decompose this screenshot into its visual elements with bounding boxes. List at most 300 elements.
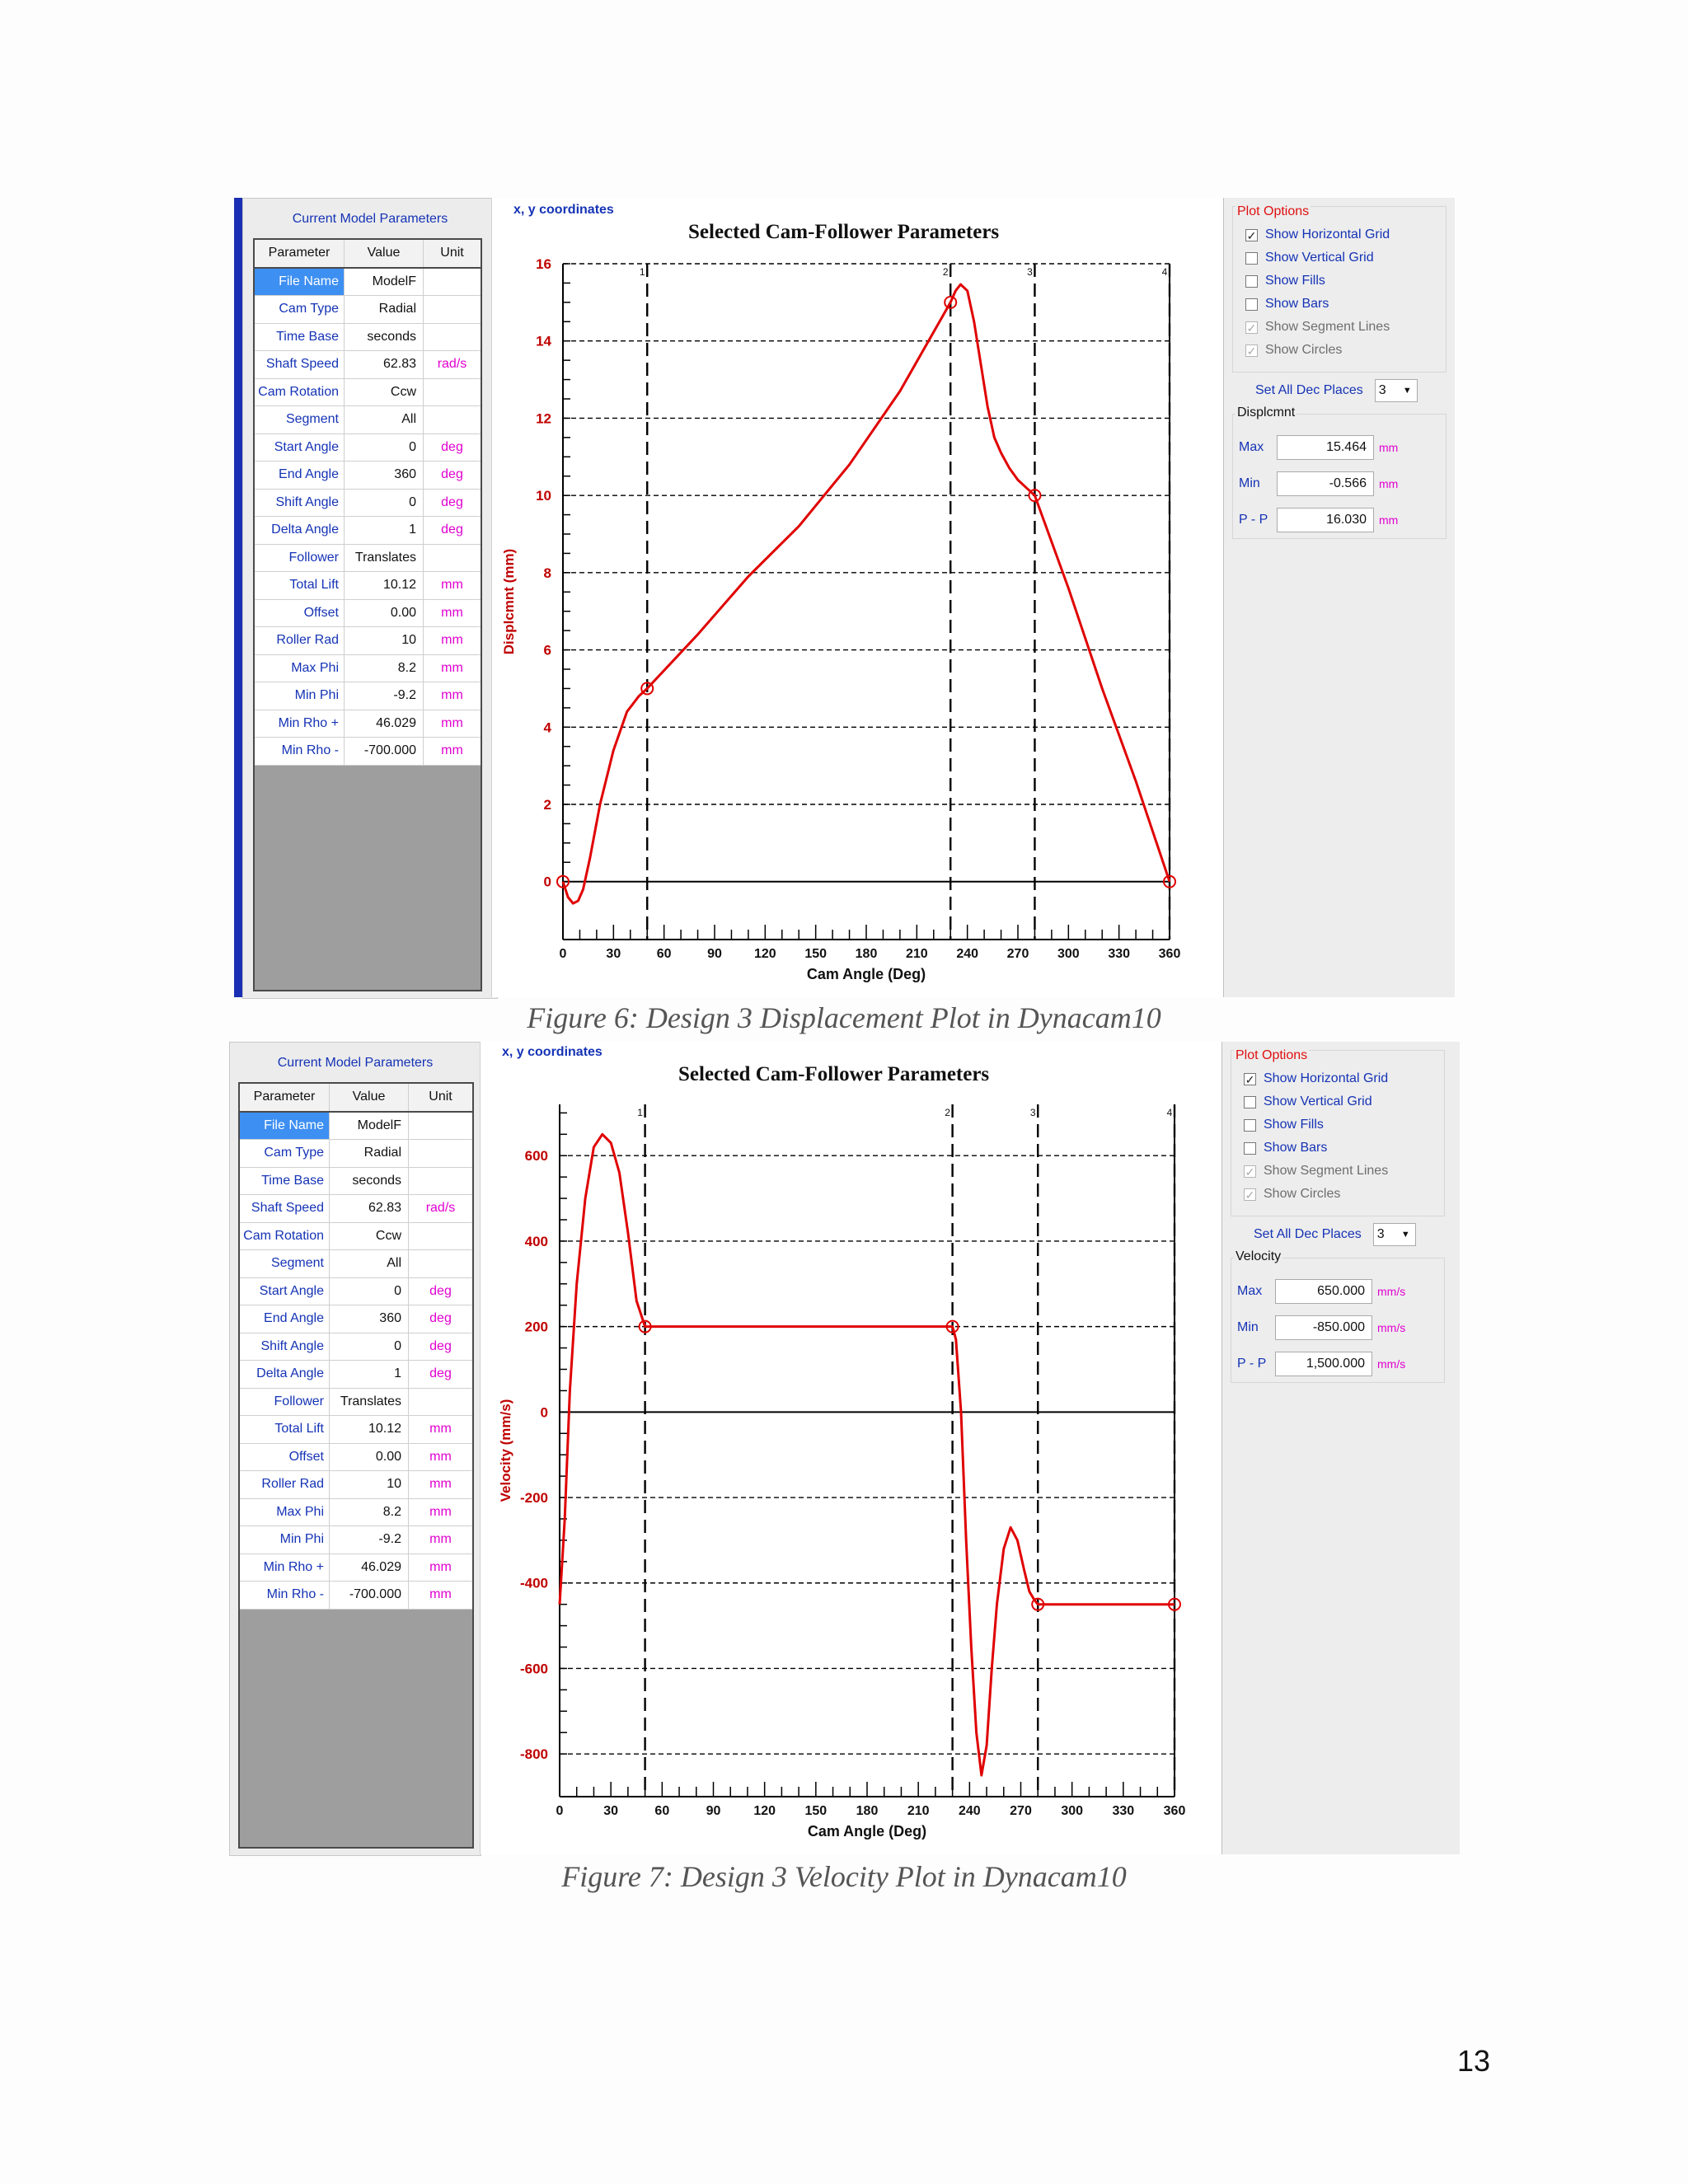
column-header: Parameter [240,1084,330,1111]
table-row[interactable] [255,545,481,573]
x-tick-label: 60 [656,947,672,961]
stat-unit: mm [1379,513,1399,527]
table-row[interactable] [240,1168,472,1196]
checkbox-box[interactable] [1244,1142,1256,1155]
param-unit [409,1223,472,1250]
param-value: 0 [345,490,424,517]
segment-label: 1 [639,266,645,278]
param-name: Follower [240,1389,330,1416]
param-name: Segment [255,406,345,434]
chevron-down-icon: ▼ [1400,1230,1410,1240]
param-value: 8.2 [345,655,424,682]
param-unit: mm [441,743,463,757]
param-unit: mm [429,1559,452,1574]
x-axis-label: Cam Angle (Deg) [807,1823,927,1840]
table-row[interactable] [255,351,481,379]
checkbox-box[interactable]: ✓ [1246,344,1257,358]
stats-group-title: Velocity [1236,1249,1282,1263]
param-unit: deg [441,439,463,454]
param-name: Follower [255,545,345,572]
param-unit [424,269,481,296]
param-unit: deg [441,494,463,509]
checkbox-show-bars[interactable] [1244,1141,1327,1155]
checkbox-label: Show Circles [1265,343,1343,357]
checkbox-show-circles[interactable] [1244,1187,1340,1202]
x-tick-label: 210 [907,1804,930,1818]
segment-label: 4 [1166,1107,1173,1118]
dec-places-value: 3 [1376,1227,1385,1241]
param-value: -9.2 [330,1526,409,1554]
y-tick-label: 6 [543,642,551,658]
table-row[interactable] [240,1582,472,1610]
stat-unit: mm [1379,477,1399,490]
column-header: Unit [440,246,464,260]
table-row[interactable] [240,1333,472,1361]
checkbox-label: Show Vertical Grid [1264,1094,1372,1108]
x-tick-label: 120 [753,1804,776,1818]
segment-label: 2 [945,1107,950,1118]
param-unit [424,379,481,406]
stat-value-field[interactable]: 650.000 [1275,1279,1372,1304]
stat-pp [1237,1352,1405,1376]
table-header [255,240,481,269]
figure-6-screenshot [234,198,1454,997]
y-tick-label: 12 [536,410,551,427]
param-name: Roller Rad [240,1471,330,1498]
param-unit: deg [441,467,463,481]
param-name: End Angle [255,462,345,489]
x-tick-label: 60 [654,1804,670,1818]
x-axis-label: Cam Angle (Deg) [806,966,926,982]
checkbox-show-vertical-grid[interactable] [1245,251,1374,265]
checkbox-label: Show Vertical Grid [1265,251,1374,265]
param-value: 0 [330,1278,409,1305]
param-value: 360 [345,462,424,489]
figure-7-caption: Figure 7: Design 3 Velocity Plot in Dynacam10 [561,1860,1127,1893]
checkbox-box[interactable] [1244,1119,1256,1132]
checkbox-label: Show Bars [1264,1141,1328,1155]
table-row[interactable] [255,682,481,710]
series-line [563,284,1170,903]
y-tick-label: -200 [519,1490,548,1507]
plot-title: Selected Cam-Follower Parameters [688,221,1000,243]
table-row[interactable] [240,1416,472,1444]
segment-label: 3 [1027,266,1033,278]
checkbox-label: Show Horizontal Grid [1264,1071,1389,1085]
x-tick-label: 180 [856,1804,879,1818]
table-row[interactable] [255,627,481,655]
param-name: Max Phi [240,1499,330,1526]
column-header: Value [345,240,424,267]
checkbox-box[interactable]: ✓ [1245,1165,1255,1179]
checkbox-box[interactable] [1245,298,1258,311]
y-tick-label: 0 [540,1404,548,1421]
checkbox-box[interactable]: ✓ [1245,1072,1255,1086]
y-tick-label: 16 [536,256,551,272]
segment-label: 4 [1161,266,1168,278]
dec-places-value: 3 [1378,383,1386,397]
param-name: File Name [240,1113,330,1140]
checkbox-box[interactable] [1244,1096,1256,1108]
param-name: Max Phi [255,655,345,682]
param-name: Offset [255,600,345,627]
plot-area [480,1042,1223,1854]
param-unit [424,406,481,434]
param-name: Shaft Speed [240,1195,330,1222]
param-unit: mm [429,1422,452,1436]
param-unit: mm [441,688,463,702]
y-tick-label: 8 [543,565,551,581]
param-value: Radial [330,1140,409,1167]
param-name: Min Phi [255,682,345,710]
table-row[interactable] [240,1278,472,1306]
table-row[interactable] [255,462,481,490]
checkbox-label: Show Bars [1265,297,1329,311]
checkbox-show-fills[interactable] [1244,1118,1324,1132]
param-unit: mm [441,578,463,592]
table-row[interactable] [240,1389,472,1417]
checkbox-show-segment-lines[interactable] [1244,1164,1388,1179]
param-unit: mm [429,1477,452,1491]
param-name: Cam Rotation [240,1223,330,1250]
param-name: Min Rho + [240,1554,330,1582]
param-value: 0.00 [330,1444,409,1471]
param-unit [409,1113,472,1140]
params-table [253,238,482,991]
stat-value-field[interactable]: -850.000 [1275,1315,1372,1340]
x-tick-label: 360 [1163,1804,1186,1818]
y-tick-label: 4 [543,719,551,736]
param-unit: mm [441,605,463,620]
table-row[interactable] [255,600,481,628]
checkbox-show-bars[interactable] [1245,297,1329,312]
velocity-chart [481,1042,1222,1854]
param-value: 62.83 [330,1195,409,1222]
stat-label: Min [1237,1320,1259,1334]
checkbox-show-horizontal-grid[interactable] [1244,1071,1388,1086]
param-unit: mm [441,715,463,730]
y-tick-label: 600 [524,1148,548,1165]
param-unit: deg [429,1366,452,1380]
x-tick-label: 240 [956,947,979,961]
chevron-down-icon: ▼ [1402,386,1412,396]
segment-label: 3 [1029,1107,1036,1118]
param-name: Cam Rotation [255,379,345,406]
param-value: All [345,406,424,434]
stat-pp [1239,508,1398,532]
param-value: 1 [330,1361,409,1388]
param-value: 0.00 [345,600,424,627]
plot-options-title: Plot Options [1236,1048,1308,1062]
param-unit [424,545,481,572]
table-row[interactable] [240,1250,472,1278]
param-value: Ccw [330,1223,409,1250]
x-tick-label: 30 [603,1804,619,1818]
dec-places-label: Set All Dec Places [1255,383,1363,397]
param-unit [424,296,481,323]
param-value: All [330,1250,409,1277]
column-header: Unit [429,1090,452,1104]
figure-7-screenshot [229,1042,1459,1854]
x-tick-label: 0 [556,1804,564,1818]
params-panel [242,198,498,999]
params-title: Current Model Parameters [292,212,448,226]
plot-options-panel [1223,198,1455,997]
x-tick-label: 210 [905,947,928,961]
param-value: 62.83 [345,351,424,378]
checkbox-box[interactable] [1245,275,1258,288]
param-name: Cam Type [255,296,345,323]
param-value: -9.2 [345,682,424,710]
series-line [560,1134,1175,1775]
checkbox-label: Show Fills [1264,1118,1324,1132]
table-row[interactable] [240,1471,472,1499]
xy-coordinates-label: x, y coordinates [513,203,614,217]
param-value: ModelF [345,269,424,296]
y-tick-label: 400 [524,1233,548,1249]
param-name: Shift Angle [255,490,345,517]
checkbox-box[interactable]: ✓ [1246,321,1257,335]
param-value: ModelF [330,1113,409,1140]
param-name: Min Phi [240,1526,330,1554]
param-unit: mm [429,1587,452,1601]
param-value: 8.2 [330,1499,409,1526]
param-value: Translates [330,1389,409,1416]
param-unit [409,1250,472,1277]
checkbox-show-vertical-grid[interactable] [1244,1094,1372,1109]
stat-label: Max [1239,440,1264,454]
param-unit: mm [429,1504,452,1519]
param-name: Roller Rad [255,627,345,654]
table-row[interactable] [255,269,481,297]
table-row[interactable] [240,1195,472,1223]
checkbox-label: Show Circles [1264,1187,1341,1201]
param-unit: rad/s [425,1201,456,1215]
x-tick-label: 270 [1006,947,1029,961]
param-value: 46.029 [345,710,424,738]
param-name: Cam Type [240,1140,330,1167]
x-tick-label: 0 [559,947,567,961]
param-name: Time Base [255,324,345,351]
table-row[interactable] [255,655,481,683]
param-unit: rad/s [437,357,467,371]
param-unit: deg [441,523,463,537]
table-row[interactable] [240,1554,472,1582]
table-row[interactable] [240,1305,472,1333]
param-name: End Angle [240,1305,330,1333]
y-tick-label: -800 [519,1746,548,1763]
checkbox-label: Show Horizontal Grid [1265,227,1390,241]
param-unit: deg [429,1338,452,1353]
checkbox-box[interactable]: ✓ [1245,1188,1255,1202]
param-value: 0 [345,434,424,462]
param-unit: mm [429,1449,452,1464]
param-unit: deg [429,1311,452,1325]
stat-label: Max [1237,1284,1263,1298]
dec-places-select[interactable] [1375,379,1418,402]
param-value: seconds [345,324,424,351]
table-row[interactable] [255,738,481,766]
plot-title: Selected Cam-Follower Parameters [678,1063,990,1085]
param-name: Min Rho - [255,738,345,765]
stat-label: Min [1239,476,1260,490]
table-row[interactable] [240,1361,472,1389]
param-name: Start Angle [240,1278,330,1305]
column-header: Value [330,1084,409,1111]
stat-unit: mm/s [1377,1285,1406,1298]
y-tick-label: -400 [519,1575,548,1591]
column-header: Parameter [255,240,345,267]
stat-min [1237,1315,1405,1340]
plot-options-title: Plot Options [1237,204,1310,218]
table-header [240,1084,472,1113]
table-row[interactable] [240,1444,472,1472]
plot-area [491,198,1225,997]
x-tick-label: 90 [707,947,722,961]
y-tick-label: 2 [543,797,551,813]
stat-label: P - P [1237,1357,1267,1371]
param-value: 10.12 [330,1416,409,1443]
checkbox-label: Show Fills [1265,274,1325,288]
param-value: 10 [330,1471,409,1498]
y-axis-label: Displcmnt (mm) [501,548,517,655]
table-row[interactable] [255,379,481,407]
checkbox-box[interactable] [1245,252,1258,265]
plot-options-panel [1221,1042,1460,1854]
param-name: File Name [255,269,345,296]
param-value: 0 [330,1333,409,1361]
x-tick-label: 120 [753,947,776,961]
table-row[interactable] [240,1113,472,1141]
checkbox-show-horizontal-grid[interactable] [1245,227,1390,242]
param-name: Segment [240,1250,330,1277]
param-name: Shaft Speed [255,351,345,378]
checkbox-show-fills[interactable] [1245,274,1325,288]
dec-places-select[interactable] [1373,1223,1416,1246]
x-tick-label: 30 [606,947,621,961]
table-row[interactable] [240,1140,472,1168]
y-axis-label: Velocity (mm/s) [498,1399,513,1502]
param-name: Delta Angle [255,517,345,544]
table-row[interactable] [240,1223,472,1251]
x-tick-label: 300 [1061,1804,1084,1818]
dec-places-label: Set All Dec Places [1254,1227,1362,1241]
dec-places-row [1254,1223,1416,1246]
param-value: 46.029 [330,1554,409,1582]
param-name: Total Lift [255,572,345,599]
param-value: Translates [345,545,424,572]
page-number: 13 [1456,2044,1490,2078]
param-name: Total Lift [240,1416,330,1443]
y-tick-label: 14 [536,333,551,349]
param-value: Ccw [345,379,424,406]
y-tick-label: -600 [519,1661,548,1677]
x-tick-label: 270 [1010,1804,1032,1818]
figure-6-caption: Figure 6: Design 3 Displacement Plot in Dynacam10 [527,1001,1161,1034]
table-row[interactable] [255,296,481,324]
param-value: 1 [345,517,424,544]
stat-unit: mm/s [1377,1321,1406,1334]
params-table [238,1082,474,1849]
param-unit: mm [441,633,463,647]
param-unit: mm [429,1532,452,1546]
params-panel [229,1042,481,1856]
x-tick-label: 180 [855,947,878,961]
y-tick-label: 0 [543,874,551,890]
param-unit [409,1168,472,1195]
table-row[interactable] [255,434,481,462]
stat-value-field[interactable]: -0.566 [1277,471,1374,496]
table-row[interactable] [255,406,481,434]
stat-min [1239,471,1398,496]
checkbox-show-segment-lines[interactable] [1245,320,1390,335]
table-row[interactable] [255,572,481,600]
stats-group-title: Displcmnt [1237,405,1296,419]
param-name: Shift Angle [240,1333,330,1361]
x-tick-label: 330 [1108,947,1131,961]
stat-label: P - P [1239,513,1268,527]
table-row[interactable] [255,324,481,352]
stat-value-field[interactable]: 15.464 [1277,435,1374,460]
x-tick-label: 330 [1112,1804,1135,1818]
dec-places-row [1255,379,1418,402]
table-row[interactable] [255,490,481,518]
checkbox-label: Show Segment Lines [1264,1164,1389,1178]
stat-unit: mm/s [1377,1357,1406,1371]
xy-coordinates-label: x, y coordinates [502,1045,603,1059]
table-row[interactable] [240,1526,472,1554]
stat-value-field[interactable]: 16.030 [1277,508,1374,532]
stat-max [1237,1279,1405,1304]
param-value: Radial [345,296,424,323]
x-tick-label: 90 [706,1804,721,1818]
x-tick-label: 150 [804,947,828,961]
y-tick-label: 10 [536,488,551,504]
param-unit [409,1389,472,1416]
param-unit [424,324,481,351]
displacement-chart [492,198,1224,997]
param-name: Time Base [240,1168,330,1195]
stat-unit: mm [1379,441,1399,454]
table-row[interactable] [255,517,481,545]
x-tick-label: 360 [1158,947,1181,961]
segment-label: 1 [637,1107,643,1118]
checkbox-label: Show Segment Lines [1265,320,1390,334]
param-name: Delta Angle [240,1361,330,1388]
x-tick-label: 300 [1057,947,1080,961]
checkbox-show-circles[interactable] [1245,343,1342,358]
x-tick-label: 150 [804,1804,828,1818]
param-unit: deg [429,1283,452,1298]
window-border [234,198,242,997]
checkbox-box[interactable]: ✓ [1246,228,1257,242]
stat-max [1239,435,1398,460]
param-unit [409,1140,472,1167]
param-unit: mm [441,660,463,675]
param-name: Offset [240,1444,330,1471]
segment-label: 2 [942,266,949,278]
y-tick-label: 200 [524,1319,548,1335]
param-value: 360 [330,1305,409,1333]
stat-value-field[interactable]: 1,500.000 [1275,1352,1372,1376]
param-value: -700.000 [330,1582,409,1609]
param-value: 10.12 [345,572,424,599]
table-row[interactable] [255,710,481,738]
param-value: 10 [345,627,424,654]
param-value: -700.000 [345,738,424,765]
params-title: Current Model Parameters [277,1056,434,1070]
table-row[interactable] [240,1499,472,1527]
